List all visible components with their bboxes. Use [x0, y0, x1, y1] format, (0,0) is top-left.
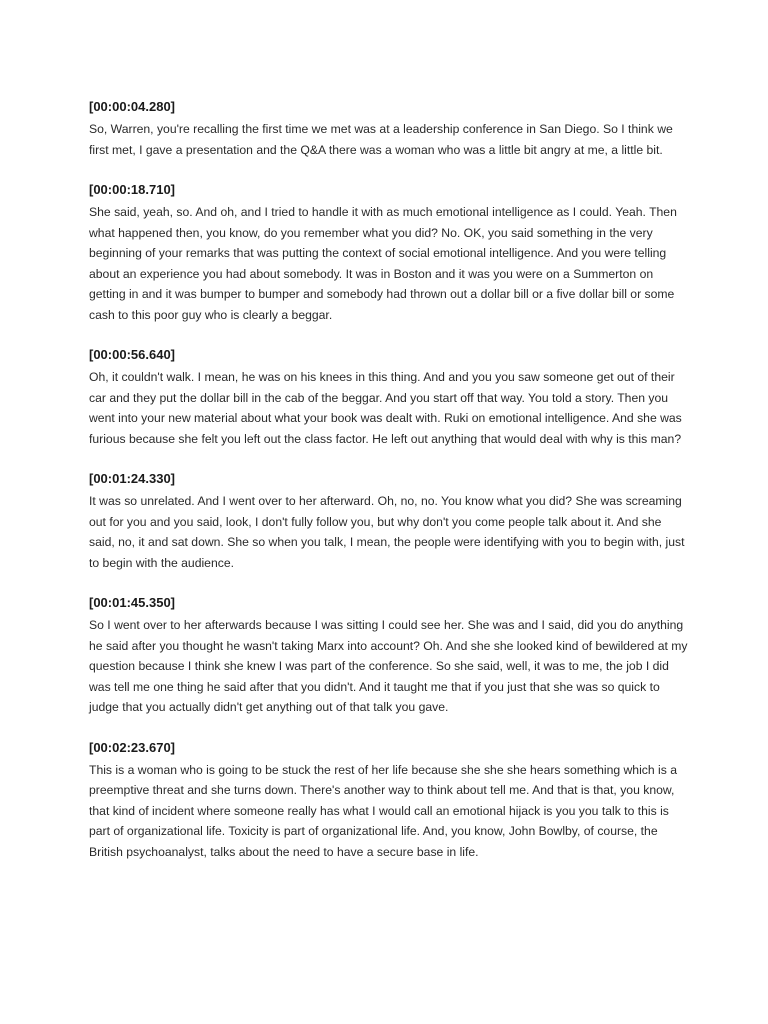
timestamp: [00:01:24.330] — [89, 471, 175, 486]
transcript-text: She said, yeah, so. And oh, and I tried to handle it with as much emotional intelligence as I could. Yeah. Then what happened then, you know, do you remember what you did? No. OK, you said something in the very beginning of your remarks that was putting the context of social emotional intelligence. And you were telling about an experience you had about somebody. It was in Boston and it was you were on a Summerton on getting in and it was bumper to bumper and somebody had thrown out a dollar bill or a five dollar bill or some cash to this poor guy who is clearly a beggar. — [89, 205, 677, 322]
transcript-entry — [89, 180, 689, 325]
transcript-text: This is a woman who is going to be stuck the rest of her life because she she she hears something which is a preemptive threat and she turns down. There's another way to think about tell me. And that is that, you know, that kind of incident where someone really has what I would call an emotional hijack is you you talk to this is part of organizational life. Toxicity is part of organizational life. And, you know, John Bowlby, of course, the British psychoanalyst, talks about the need to have a secure base in life. — [89, 762, 678, 859]
transcript-entry — [89, 97, 689, 160]
timestamp: [00:02:23.670] — [89, 739, 175, 755]
timestamp: [00:00:04.280] — [89, 99, 175, 114]
transcript-entry — [89, 738, 689, 863]
timestamp: [00:00:56.640] — [89, 347, 175, 362]
transcript-entry — [89, 345, 689, 449]
transcript-text: It was so unrelated. And I went over to her afterward. Oh, no, no. You know what you did? She was screaming out for you and you said, look, I don't fully follow you, but why don't you come people talk about it. And she said, no, it and sat down. She so when you talk, I mean, the people were identifying with you to begin with, just to begin with the audience. — [89, 494, 685, 570]
transcript-text: So, Warren, you're recalling the first time we met was at a leadership conference in San Diego. So I think we first met, I gave a presentation and the Q&A there was a woman who was a little bit angry at me, a little bit. — [89, 122, 673, 157]
transcript-entry — [89, 469, 689, 573]
timestamp: [00:01:45.350] — [89, 595, 175, 610]
transcript-document — [89, 97, 689, 882]
transcript-text: Oh, it couldn't walk. I mean, he was on his knees in this thing. And and you you saw someone get out of their car and they put the dollar bill in the cab of the beggar. And you start off that way. You told a story. Then you went into your new material about what your book was dealt with. Ruki on emotional intelligence. And she was furious because she felt you left out the class factor. He left out anything that would deal with why is this man? — [89, 370, 682, 446]
transcript-text: So I went over to her afterwards because I was sitting I could see her. She was and I said, did you do anything he said after you thought he wasn't taking Marx into account? Oh. And she she looked kind of bewildered at my question because I think she knew I was part of the conference. So she said, well, it was to me, the job I did was tell me one thing he said after that you didn't. And it taught me that if you just that she was so quick to judge that you actually didn't get anything out of that talk you gave. — [89, 618, 688, 714]
transcript-entry — [89, 593, 689, 718]
timestamp: [00:00:18.710] — [89, 182, 175, 197]
